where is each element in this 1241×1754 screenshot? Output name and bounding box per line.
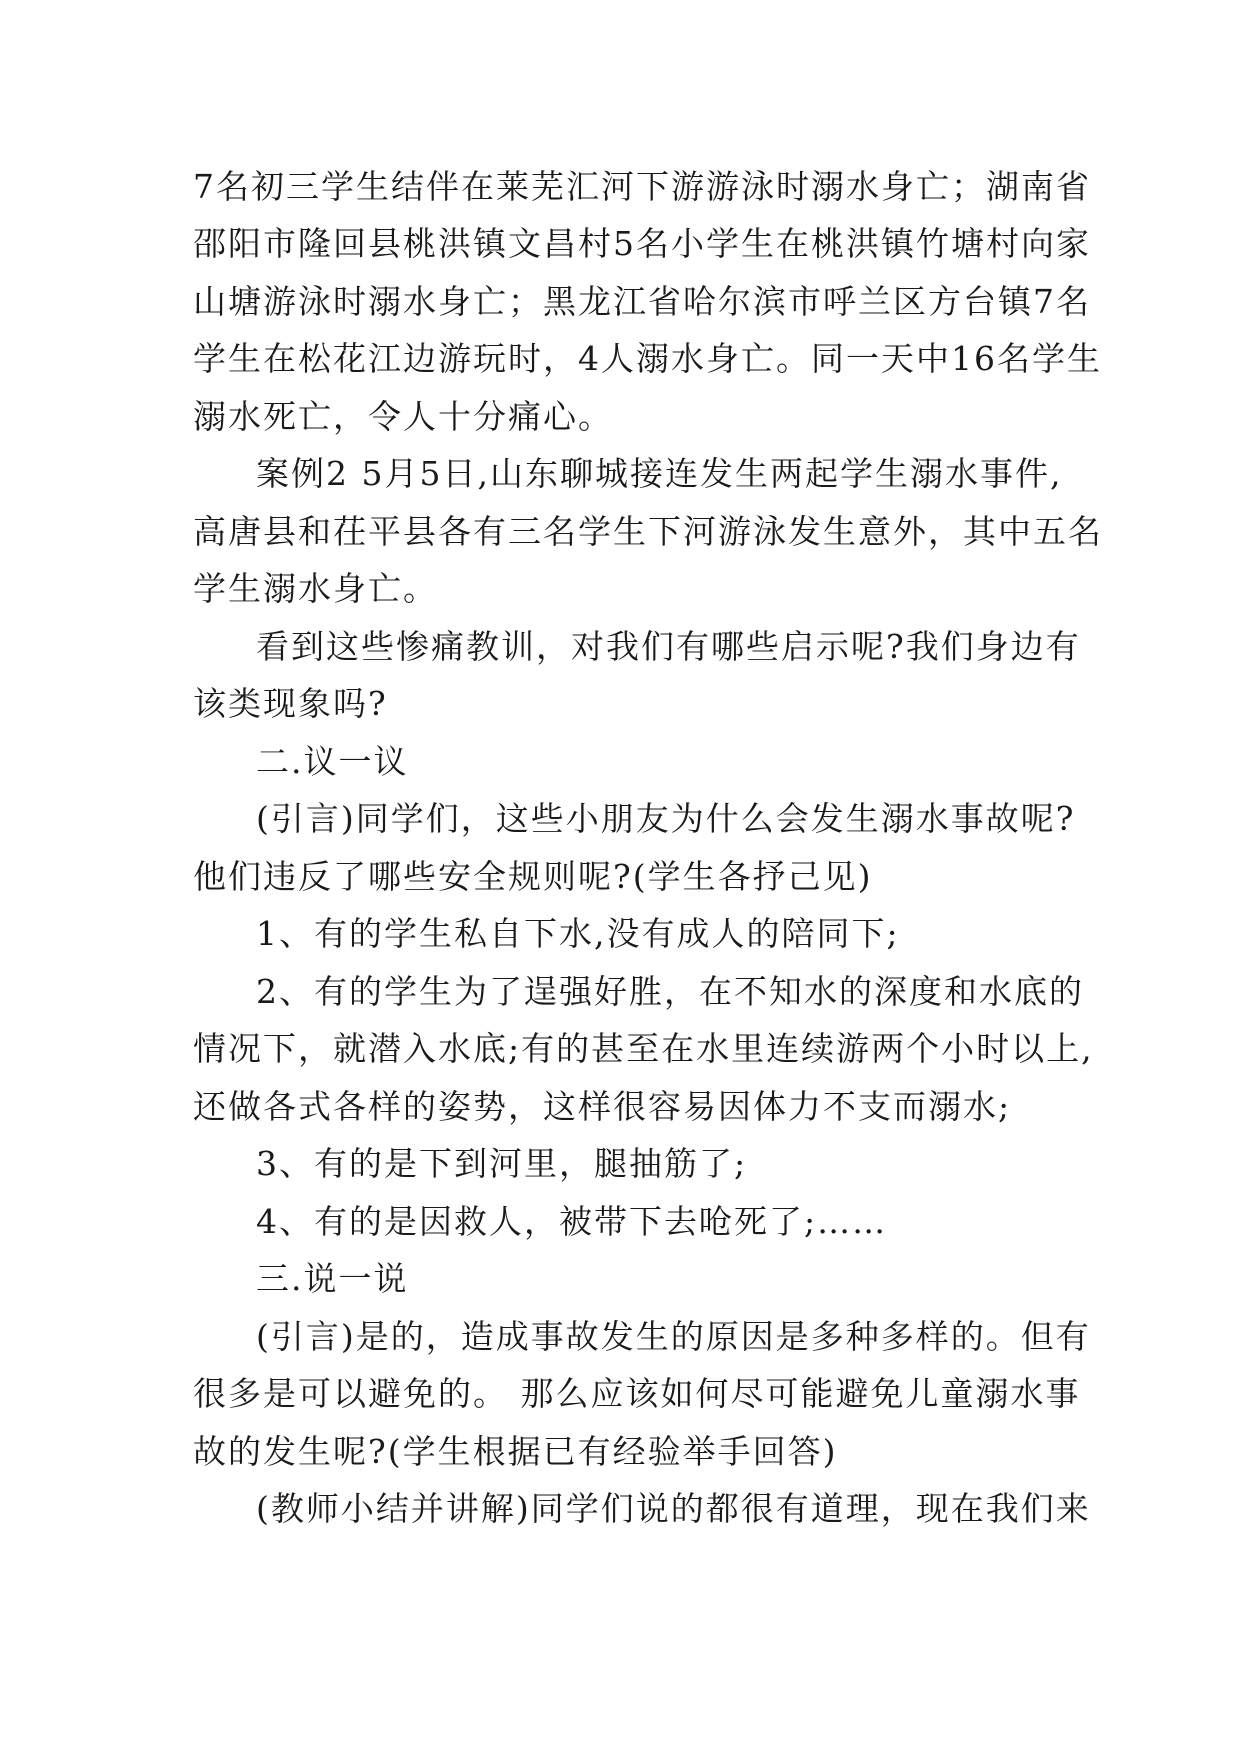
list-item: 1、有的学生私自下水,没有成人的陪同下; <box>256 914 900 953</box>
text-line: 他们违反了哪些安全规则呢?(学生各抒己见) <box>193 857 873 896</box>
list-item: 4、有的是因救人，被带下去呛死了;…… <box>256 1202 888 1241</box>
text-line: 溺水死亡，令人十分痛心。 <box>193 397 613 436</box>
text-line: 案例2 5月5日,山东聊城接连发生两起学生溺水事件, <box>256 454 1063 493</box>
text-line: 看到这些惨痛教训，对我们有哪些启示呢?我们身边有 <box>256 627 1081 666</box>
text-line: 高唐县和茌平县各有三名学生下河游泳发生意外，其中五名 <box>193 512 1103 551</box>
text-line: 故的发生呢?(学生根据已有经验举手回答) <box>193 1432 838 1471</box>
text-line: 邵阳市隆回县桃洪镇文昌村5名小学生在桃洪镇竹塘村向家 <box>193 224 1091 263</box>
section-heading: 二.议一议 <box>256 742 409 781</box>
text-line: 7名初三学生结伴在莱芜汇河下游游泳时溺水身亡；湖南省 <box>193 167 1091 206</box>
text-line: 学生在松花江边游玩时，4人溺水身亡。同一天中16名学生 <box>193 339 1102 378</box>
text-line: 还做各式各样的姿势，这样很容易因体力不支而溺水; <box>193 1087 1012 1126</box>
list-item: 3、有的是下到河里，腿抽筋了; <box>256 1144 748 1183</box>
text-line: 很多是可以避免的。 那么应该如何尽可能避免儿童溺水事 <box>193 1374 1081 1413</box>
text-line: (引言)是的，造成事故发生的原因是多种多样的。但有 <box>256 1317 1091 1356</box>
text-line: (引言)同学们，这些小朋友为什么会发生溺水事故呢? <box>256 799 1076 838</box>
list-item: 2、有的学生为了逞强好胜，在不知水的深度和水底的 <box>256 972 1084 1011</box>
text-line: 该类现象吗? <box>193 684 388 723</box>
text-line: 学生溺水身亡。 <box>193 569 438 608</box>
text-line: (教师小结并讲解)同学们说的都很有道理，现在我们来 <box>256 1489 1091 1528</box>
text-line: 情况下，就潜入水底;有的甚至在水里连续游两个小时以上, <box>193 1029 1094 1068</box>
text-line: 山塘游泳时溺水身亡；黑龙江省哈尔滨市呼兰区方台镇7名 <box>193 282 1091 321</box>
section-heading: 三.说一说 <box>256 1259 409 1298</box>
